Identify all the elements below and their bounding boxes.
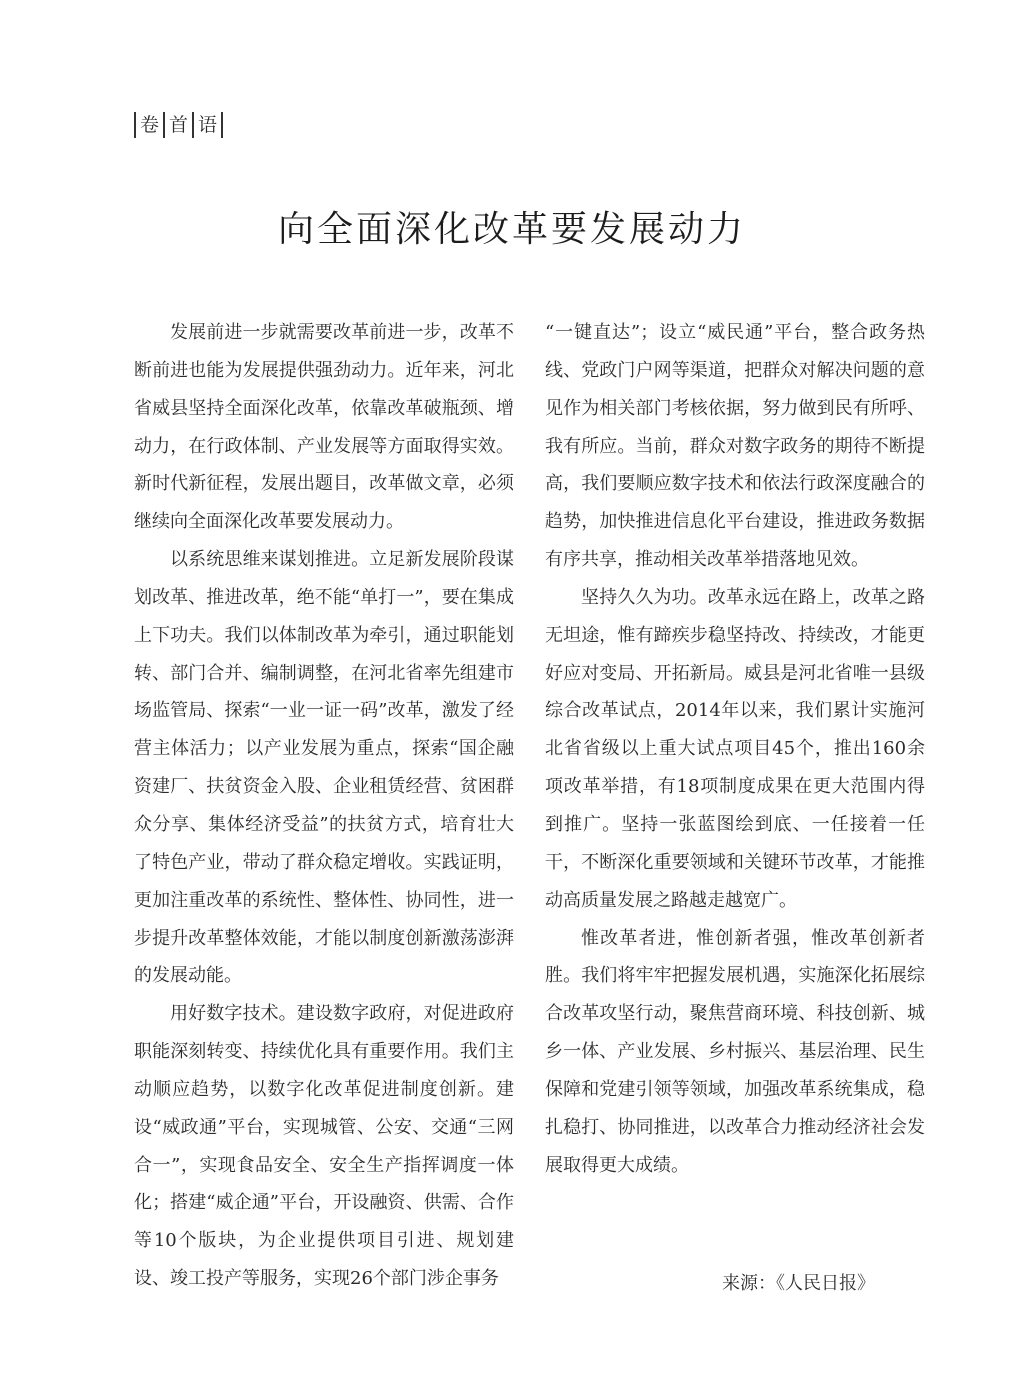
article-title: 向全面深化改革要发展动力 — [277, 209, 746, 250]
column-tag-char: 首 — [165, 112, 194, 138]
body-paragraph: 以系统思维来谋划推进。立足新发展阶段谋划改革、推进改革，绝不能“单打一”，要在集成上下功夫。我们以体制改革为牵引，通过职能划转、部门合并、编制调整，在河北省率先组建市场监管局、探索“一业一证一码”改革，激发了经营主体活力；以产业发展为重点，探索“国企融资建厂、扶贫资金入股、企业租赁经营、贫困群众分享、集体经济受益”的扶贫方式，培育壮大了特色产业，带动了群众稳定增收。实践证明，更加注重改革的系统性、整体性、协同性，进一步提升改革整体效能，才能以制度创新激荡澎湃的发展动能。 — [134, 549, 514, 987]
left-column — [134, 314, 514, 1298]
body-paragraph: 惟改革者进，惟创新者强，惟改革创新者胜。我们将牢牢把握发展机遇，实施深化拓展综合改革攻坚行动，聚焦营商环境、科技创新、城乡一体、产业发展、乡村振兴、基层治理、民生保障和党建引领等领域，加强改革系统集成，稳扎稳打、协同推进，以改革合力推动经济社会发展取得更大成绩。 — [545, 927, 925, 1176]
body-paragraph: 发展前进一步就需要改革前进一步，改革不断前进也能为发展提供强劲动力。近年来，河北省威县坚持全面深化改革，依靠改革破瓶颈、增动力，在行政体制、产业发展等方面取得实效。新时代新征程，发展出题目，改革做文章，必须继续向全面深化改革要发展动力。 — [134, 322, 514, 533]
source-credit: 来源：《人民日报》 — [722, 1273, 875, 1294]
column-tag — [134, 112, 223, 138]
column-tag-char: 卷 — [136, 112, 165, 138]
column-tag-char: 语 — [194, 112, 223, 138]
body-paragraph: 用好数字技术。建设数字政府，对促进政府职能深刻转变、持续优化具有重要作用。我们主动顺应趋势，以数字化改革促进制度创新。建设“威政通”平台，实现城管、公安、交通“三网合一”，实现食品安全、安全生产指挥调度一体化；搭建“威企通”平台，开设融资、供需、合作等10个版块，为企业提供项目引进、规划建设、竣工投产等服务，实现26个部门涉企事务 — [134, 1003, 514, 1290]
body-paragraph: “一键直达”；设立“威民通”平台，整合政务热线、党政门户网等渠道，把群众对解决问题的意见作为相关部门考核依据，努力做到民有所呼、我有所应。当前，群众对数字政务的期待不断提高，我们要顺应数字技术和依法行政深度融合的趋势，加快推进信息化平台建设，推进政务数据有序共享，推动相关改革举措落地见效。 — [545, 322, 925, 571]
right-column — [545, 314, 925, 1184]
body-paragraph: 坚持久久为功。改革永远在路上，改革之路无坦途，惟有蹄疾步稳坚持改、持续改，才能更好应对变局、开拓新局。威县是河北省唯一县级综合改革试点，2014年以来，我们累计实施河北省省级以上重大试点项目45个，推出160余项改革举措，有18项制度成果在更大范围内得到推广。坚持一张蓝图绘到底、一任接着一任干，不断深化重要领域和关键环节改革，才能推动高质量发展之路越走越宽广。 — [545, 586, 925, 911]
